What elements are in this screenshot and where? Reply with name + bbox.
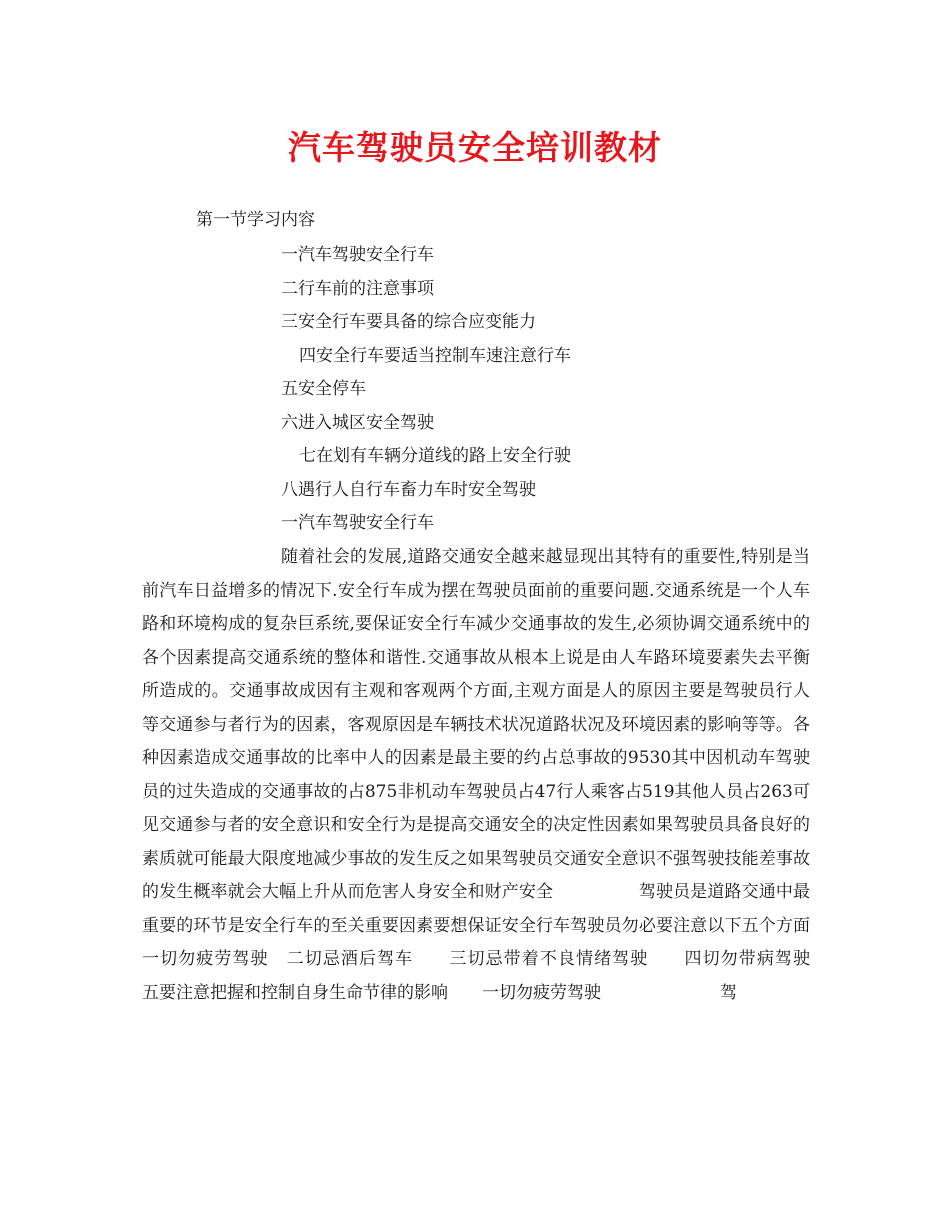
toc-item: 四安全行车要适当控制车速注意行车 — [299, 345, 571, 366]
toc-item: 一汽车驾驶安全行车 — [281, 513, 434, 533]
section-heading: 第一节学习内容 — [196, 210, 315, 230]
toc-item: 三安全行车要具备的综合应变能力 — [281, 312, 536, 332]
toc-item: 一汽车驾驶安全行车 — [281, 245, 434, 265]
toc-item: 五安全停车 — [281, 379, 366, 399]
toc-item: 八遇行人自行车畜力车时安全驾驶 — [281, 479, 536, 500]
toc-item: 七在划有车辆分道线的路上安全行驶 — [299, 446, 571, 466]
toc-item: 六进入城区安全驾驶 — [281, 412, 434, 433]
toc-list — [0, 240, 950, 542]
body-paragraph: 随着社会的发展,道路交通安全越来越显现出其特有的重要性,特别是当前汽车日益增多的情况下.安全行车成为摆在驾驶员面前的重要问题.交通系统是一个人车路和环境构成的复杂巨系统,要保证安全行车减少交通事故的发生,必须协调交通系统中的各个因素提高交通系统的整体和谐性.交通事故从根本上说是由人车路环境要素失去平衡所造成的。交通事故成因有主观和客观两个方面,主观方面是人的原因主要是驾驶员行人等交通参与者行为的因素，客观原因是车辆技术状况道路状况及环境因素的影响等等。各种因素造成交通事故的比率中人的因素是最主要的约占总事故的9530其中因机动车驾驶员的过失造成的交通事故的占875非机动车驾驶员占47行人乘客占519其他人员占263可见交通参与者的安全意识和安全行为是提高交通安全的决定性因素如果驾驶员具备良好的素质就可能最大限度地减少事故的发生反之如果驾驶员交通安全意识不强驾驶技能差事故的发生概率就会大幅上升从而危害人身安全和财产安全 驾驶员是道路交通中最重要的环节是安全行车的至关重要因素要想保证安全行车驾驶员勿必要注意以下五个方面 一切勿疲劳驾驶 二切忌酒后驾车 三切忌带着不良情绪驾驶 四切勿带病驾驶 五要注意把握和控制自身生命节律的影响 一切勿疲劳驾驶 驾 — [142, 547, 844, 1003]
document-title: 汽车驾驶员安全培训教材 — [288, 128, 662, 167]
toc-item: 二行车前的注意事项 — [281, 278, 434, 299]
